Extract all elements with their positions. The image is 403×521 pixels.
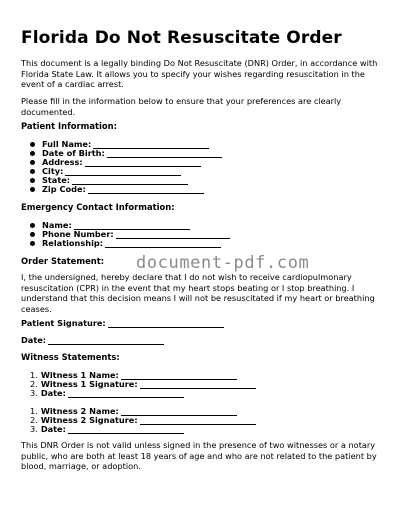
list-number: 1. [30,370,38,380]
bullet-icon [30,142,35,147]
field-label: Date: [40,424,66,434]
bullet-icon [30,232,35,237]
field-label: Date: [21,335,47,345]
zip-line[interactable] [88,186,204,194]
patient-date-line[interactable] [48,337,164,345]
watermark-text: document-pdf.com [136,253,310,273]
field-label: Address: [42,157,83,167]
field-label: Witness 2 Signature: [40,415,138,425]
field-label: Relationship: [42,238,104,248]
patient-info-heading: Patient Information: [21,121,117,131]
document-title: Florida Do Not Resuscitate Order [21,28,342,48]
witness2-date-line[interactable] [68,426,184,434]
list-number: 2. [30,379,38,389]
intro-paragraph: This document is a legally binding Do Not Resuscitate (DNR) Order, in accordance with Florida State Law. It allows you to specify your wishes regarding resuscitation in the event of a cardiac arrest. [21,58,378,89]
field-label: Date: [40,388,66,398]
emergency-relationship-line[interactable] [105,240,221,248]
patient-signature-field[interactable] [21,318,224,328]
witness1-date-line[interactable] [68,390,184,398]
list-number: 2. [30,415,38,425]
order-statement-heading: Order Statement: [21,256,105,266]
order-statement-text: I, the undersigned, hereby declare that I do not wish to receive cardiopulmonary resuscitation (CPR) in the event that my heart stops beating or I stop breathing. I understand that this decision means I will not be resuscitated if my heart or breathing ceases. [21,272,375,314]
bullet-icon [30,241,35,246]
field-label: Full Name: [42,139,92,149]
instruction-paragraph: Please fill in the information below to ensure that your preferences are clearly documented. [21,96,342,117]
patient-date-field[interactable] [21,335,164,345]
field-label: Witness 1 Name: [40,370,119,380]
field-label: City: [42,166,64,176]
field-label: Phone Number: [42,229,114,239]
footer-notice: This DNR Order is not valid unless signed in the presence of two witnesses or a notary public, who are both at least 18 years of age and who are not related to the patient by blood, marriage, or adoption. [21,440,377,471]
bullet-icon [30,160,35,165]
patient-zip-field[interactable] [30,184,204,194]
field-label: State: [42,175,71,185]
bullet-icon [30,151,35,156]
witness2-date-field[interactable] [30,424,184,434]
list-number: 1. [30,406,38,416]
list-number: 3. [30,388,38,398]
bullet-icon [30,169,35,174]
bullet-icon [30,223,35,228]
bullet-icon [30,178,35,183]
field-label: Witness 2 Name: [40,406,119,416]
witness1-date-field[interactable] [30,388,184,398]
bullet-icon [30,187,35,192]
emergency-contact-heading: Emergency Contact Information: [21,202,175,212]
field-label: Patient Signature: [21,318,106,328]
field-label: Date of Birth: [42,148,105,158]
field-label: Zip Code: [42,184,86,194]
field-label: Witness 1 Signature: [40,379,138,389]
witness-statements-heading: Witness Statements: [21,352,120,362]
list-number: 3. [30,424,38,434]
patient-signature-line[interactable] [108,320,224,328]
field-label: Name: [42,220,72,230]
emergency-relationship-field[interactable] [30,238,221,248]
